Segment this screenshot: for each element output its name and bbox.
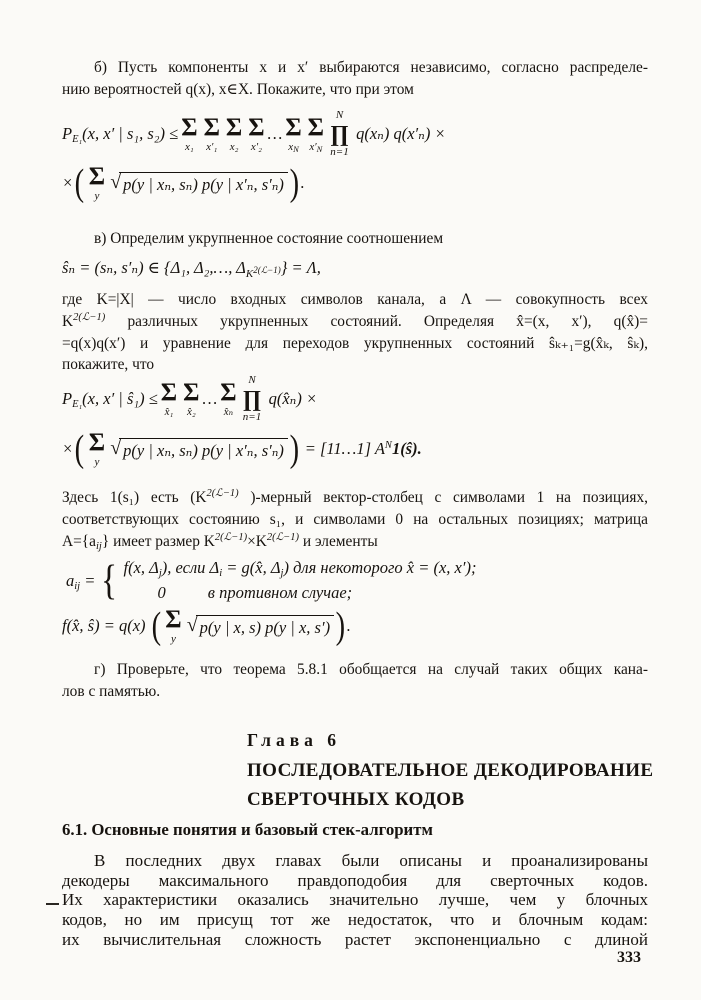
paragraph-line: Здесь 1(s₁) есть ($K^{2(ℒ-1)}$ )-мерный вектор-столбец с символами 1 на позициях, (62, 488, 648, 506)
paragraph-line: $A=\{a_{ij}\}$ имеет размер $K^{2(ℒ-1)}\times K^{2(ℒ-1)}$ и элементы (62, 531, 378, 552)
formula-pe1-bound (62, 110, 446, 202)
formula-lhs (62, 124, 178, 144)
math-subscript: E₁ (72, 399, 83, 410)
paragraph-line: кодов, но им присущ тот же недостаток, что и блочным кодам: (62, 910, 648, 930)
sum-operator: Σ x₁ (181, 114, 198, 153)
paragraph-line: их вычислительная сложность растет экспоненциально с длиной (62, 929, 648, 949)
formula-tail: q(x̂ₙ) × (264, 389, 318, 408)
sum-operator: Σ $x'_N$ (307, 114, 325, 154)
left-paren: ( (74, 428, 85, 470)
math-subscript: E₁ (72, 134, 83, 145)
formula-line (62, 607, 351, 645)
paragraph-line: нию вероятностей q(x), x∈X. Покажите, что при этом (62, 80, 414, 98)
paragraph-zdes (62, 487, 648, 552)
paragraph-item-b (62, 57, 648, 101)
product-operator: N ∏ n=1 (330, 109, 349, 158)
sum-operator: Σ y (165, 606, 182, 645)
math-args: (x, x′ | ŝ₁) ≤ (82, 389, 158, 408)
chapter-label: Глава 6 (247, 730, 342, 750)
cases-brace: { (101, 557, 118, 604)
paragraph-line: г) Проверьте, что теорема 5.8.1 обобщается на случай таких общих кана- (94, 661, 648, 678)
formula-line (62, 430, 422, 468)
formula-line (66, 558, 476, 603)
period: . (346, 616, 351, 635)
times-sign: × (62, 173, 74, 192)
paragraph-line: покажите, что (62, 356, 155, 374)
sum-operator: Σ x′₂ (248, 114, 265, 153)
intro-paragraph (62, 851, 648, 950)
math-superscript: 2(ℒ−1) (73, 311, 106, 323)
paragraph-line: соответствующих состоянию s₁, и символами 0 на остальных позициях; матрица (62, 510, 648, 528)
sum-operator: Σ $x_N$ (285, 114, 302, 154)
paragraph-line: б) Пусть компоненты x и x′ выбираются независимо, согласно распределе- (94, 59, 648, 76)
case-row: f(x, $\Delta_j$), если $\Delta_i$ = g(x̂, $\Delta_j$) для некоторого x̂ = (x, x′); (123, 558, 477, 579)
chapter-title-line: СВЕРТОЧНЫХ КОДОВ (247, 788, 465, 810)
chapter-title-line: ПОСЛЕДОВАТЕЛЬНОЕ ДЕКОДИРОВАНИЕ (247, 760, 654, 781)
case-row: 0 в противном случае; (157, 583, 353, 602)
paragraph-line: Их характеристики оказались значительно лучше, чем у блочных (62, 890, 648, 910)
paragraph-line: В последних двух главах были описаны и проанализированы (94, 851, 648, 870)
radical: √ p(y | x, s) p(y | x, s′) (187, 615, 334, 638)
paragraph-gde (62, 289, 648, 376)
formula-line (62, 164, 446, 202)
sum-operator: Σ y (88, 163, 106, 202)
times-sign: × (62, 439, 74, 458)
period: . (300, 173, 305, 192)
chapter-title (247, 757, 653, 814)
scan-artifact-dash (46, 903, 59, 905)
right-paren: ) (289, 162, 299, 204)
product-operator: N ∏ n=1 (242, 374, 262, 423)
formula-aij-cases (66, 558, 476, 603)
ellipsis: … (202, 389, 218, 408)
paragraph-item-g (62, 659, 648, 703)
formula-lhs: f(x̂, ŝ) = q(x) (62, 616, 150, 635)
formula-pe1-aggregated (62, 375, 422, 468)
sum-operator: Σ x′₁ (203, 114, 220, 153)
formula-lhs: $P_{E_1}(x$, x′ | ŝ₁) ≤ (62, 389, 158, 410)
ellipsis: … (267, 124, 283, 143)
paragraph-line: декодеры максимального правдоподобия для сверточных кодов. (62, 870, 648, 890)
formula-tail: q(xₙ) q(x′ₙ) × (351, 124, 446, 143)
formula-result: = [11…1] $A^N1(ŝ)$. (300, 439, 422, 458)
math-subscript: ij (74, 580, 81, 592)
math-superscript: 2(ℒ−1) (214, 531, 248, 543)
paragraph-line: =q(x)q(x′) и уравнение для переходов укрупненных состояний ŝₖ₊₁=g(x̂ₖ, ŝₖ), (62, 334, 648, 352)
radical: √ p(y | xₙ, sₙ) p(y | x′ₙ, s′ₙ) (110, 438, 288, 461)
left-paren: ( (151, 605, 161, 647)
math-symbol: P (62, 124, 73, 143)
formula-rhs: } = Λ, (280, 258, 321, 277)
page-number: 333 (617, 949, 641, 966)
sum-operator: Σ x₂ (225, 114, 243, 153)
formula-line (62, 110, 446, 158)
paragraph-item-v (62, 228, 648, 250)
formula-lhs: ŝₙ = (sₙ, s′ₙ) ∈ {Δ₁, Δ₂,…, Δ (62, 258, 246, 277)
radical: √ p(y | xₙ, sₙ) p(y | x′ₙ, s′ₙ) (110, 172, 288, 195)
formula-line (62, 375, 422, 423)
formula-f-metric (62, 607, 351, 645)
right-paren: ) (289, 428, 299, 470)
cases-rows (124, 558, 477, 603)
sum-operator: Σ y (88, 429, 106, 468)
math-superscript: N (384, 440, 392, 451)
right-paren: ) (335, 605, 346, 647)
math-superscript: 2(ℒ−1) (266, 531, 300, 543)
math-subscript: ij (96, 540, 102, 552)
math-superscript: 2(ℒ−1) (253, 265, 281, 275)
formula-lhs: $a_{ij}$ = (66, 570, 96, 592)
math-args: (x, x′ | s₁, s₂) ≤ (82, 124, 179, 143)
paragraph-line: $K^{2(ℒ-1)}$ различных укрупненных состояний. Определяя x̂=(x, x′), q(x̂)= (62, 311, 648, 330)
sum-operator: Σ x̂₁ (160, 379, 178, 418)
math-subscript: K (245, 268, 254, 280)
left-paren: ( (74, 162, 85, 204)
paragraph-line: лов с памятью. (62, 682, 161, 700)
math-superscript: 2(ℒ−1) (206, 488, 239, 499)
formula-aggregated-state (62, 258, 321, 278)
section-heading: 6.1. Основные понятия и базовый стек-алгоритм (62, 820, 433, 839)
sum-operator: Σ x̂₂ (183, 379, 200, 418)
paragraph-line: где K=|X| — число входных символов канала, а Λ — совокупность всех (62, 291, 648, 308)
paragraph-line: в) Определим укрупненное состояние соотношением (94, 230, 444, 247)
sum-operator: Σ x̂ₙ (220, 379, 237, 418)
